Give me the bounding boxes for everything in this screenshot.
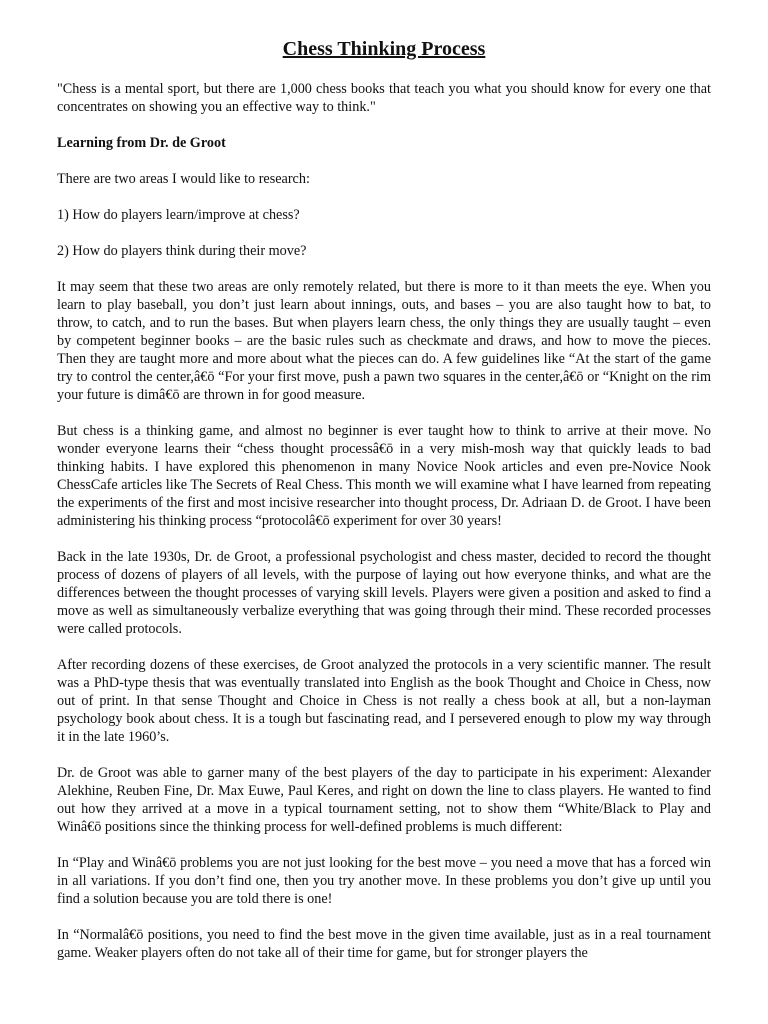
paragraph-de-groot-history: Back in the late 1930s, Dr. de Groot, a professional psychologist and chess master, decided to record the thought process of dozens of players of all levels, with the purpose of laying out how everyone thinks, and what are the differences between the thought processes of varying skill levels. Players were given a position and asked to find a move as well as simultaneously verbalize everything that was going through their mind. These recorded processes were called protocols. xyxy=(57,549,711,637)
section-heading: Learning from Dr. de Groot xyxy=(57,135,226,151)
paragraph-protocol-analysis: After recording dozens of these exercises, de Groot analyzed the protocols in a very scientific manner. The result was a PhD-type thesis that was eventually translated into English as the book Thought and Choice in Chess, now out of print. In that sense Thought and Choice in Chess is not really a chess book at all, but a non-layman psychology book about chess. It is a tough but fascinating read, and I persevered enough to plow my way through it in the late 1960’s. xyxy=(57,657,711,745)
paragraph-question-1: 1) How do players learn/improve at chess? xyxy=(57,207,300,223)
opening-quote: "Chess is a mental sport, but there are 1,000 chess books that teach you what you should know for every one that concentrates on showing you an effective way to think." xyxy=(57,81,711,115)
paragraph-intro: There are two areas I would like to research: xyxy=(57,171,310,187)
paragraph-participants: Dr. de Groot was able to garner many of the best players of the day to participate in his experiment: Alexander Alekhine, Reuben Fine, Dr. Max Euwe, Paul Keres, and right on down the line to class players. He wanted to find out how they arrived at a move in a typical tournament setting, not to show them “White/Black to Play and Winâ€ō positions since the thinking process for well-defined problems is much different: xyxy=(57,765,711,835)
paragraph-play-and-win: In “Play and Winâ€ō problems you are not just looking for the best move – you need a move that has a forced win in all variations. If you don’t find one, then you try another move. In these problems you don’t give up until you find a solution because you are told there is one! xyxy=(57,855,711,907)
paragraph-normal-positions: In “Normalâ€ō positions, you need to find the best move in the given time available, just as in a real tournament game. Weaker players often do not take all of their time for game, but for stronger players the xyxy=(57,927,711,961)
paragraph-thinking-game: But chess is a thinking game, and almost no beginner is ever taught how to think to arrive at their move. No wonder everyone learns their “chess thought processâ€ō in a very mish-mosh way that quickly leads to bad thinking habits. I have explored this phenomenon in many Novice Nook articles and even pre-Novice Nook ChessCafe articles like The Secrets of Real Chess. This month we will examine what I have learned from repeating the experiments of the first and most incisive researcher into thought process, Dr. Adriaan D. de Groot. I have been administering his thinking process “protocolâ€ō experiment for over 30 years! xyxy=(57,423,711,529)
page-title: Chess Thinking Process xyxy=(282,38,486,60)
paragraph-question-2: 2) How do players think during their move? xyxy=(57,243,307,259)
paragraph-learning: It may seem that these two areas are only remotely related, but there is more to it than meets the eye. When you learn to play baseball, you don’t just learn about innings, outs, and bases – you are also taught how to bat, to throw, to catch, and to run the bases. But when players learn chess, the only things they are usually taught – even by competent beginner books – are the basic rules such as checkmate and draws, and how to move the pieces. Then they are taught more and more about what the pieces can do. A few guidelines like “At the start of the game try to control the center,â€ō “For your first move, push a pawn two squares in the center,â€ō or “Knight on the rim your future is dimâ€ō are thrown in for good measure. xyxy=(57,279,711,403)
document-body xyxy=(57,80,711,980)
